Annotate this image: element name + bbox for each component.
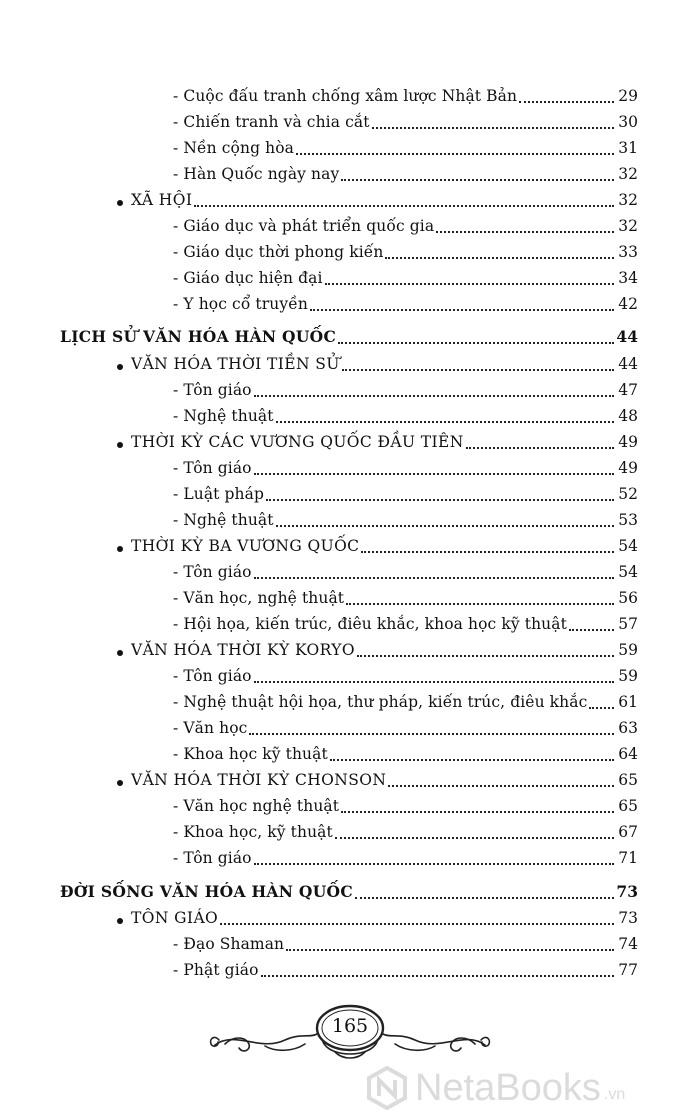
toc-entry-title: - Hàn Quốc ngày nay: [173, 165, 340, 184]
toc-entry-page: 65: [618, 797, 638, 816]
dot-leader: [361, 551, 614, 553]
toc-entry-page: 34: [618, 269, 638, 288]
toc-entry-page: 42: [618, 295, 638, 314]
toc-entry-content: [173, 264, 638, 290]
toc-entry-content: [60, 878, 638, 904]
dot-leader: [335, 837, 614, 839]
toc-entry-title: - Luật pháp: [173, 484, 265, 503]
toc-entry-title: - Cuộc đấu tranh chống xâm lược Nhật Bản: [173, 87, 518, 105]
toc-entry-content: [117, 636, 638, 662]
toc-entry-title: - Khoa học kỹ thuật: [173, 745, 328, 764]
watermark: [365, 1060, 695, 1116]
toc-entry-sub[interactable]: [0, 930, 700, 956]
toc-entry-title: - Văn học nghệ thuật: [173, 797, 340, 816]
toc-entry-title: - Văn học: [173, 719, 248, 738]
toc-entry-sec[interactable]: [0, 350, 700, 376]
toc-entry-sec[interactable]: [0, 428, 700, 454]
toc-entry-content: [173, 688, 638, 714]
toc-entry-page: 61: [618, 693, 638, 712]
toc-entry-title: XÃ HỘI: [131, 191, 193, 210]
toc-entry-title: - Tôn giáo: [173, 562, 252, 581]
toc-entry-content: [117, 904, 638, 930]
toc-entry-sub[interactable]: [0, 376, 700, 402]
toc-entry-page: 59: [618, 641, 638, 660]
toc-entry-chap[interactable]: [0, 878, 700, 904]
toc-entry-page: 30: [618, 113, 638, 132]
bullet-icon: [117, 650, 123, 656]
toc-entry-content: [173, 212, 638, 238]
dot-leader: [296, 153, 614, 155]
bullet-icon: [117, 442, 123, 448]
toc-entry-content: [173, 506, 638, 532]
toc-entry-sub[interactable]: [0, 134, 700, 160]
toc-entry-page: 63: [618, 719, 638, 738]
dot-leader: [519, 101, 614, 103]
toc-entry-sub[interactable]: [0, 108, 700, 134]
toc-entry-title: THỜI KỲ CÁC VƯƠNG QUỐC ĐẦU TIÊN: [131, 432, 464, 451]
toc-entry-title: - Văn học, nghệ thuật: [173, 588, 345, 607]
dot-leader: [325, 283, 614, 285]
toc-entry-page: 54: [618, 536, 638, 555]
toc-entry-content: [173, 480, 638, 506]
toc-entry-title: - Chiến tranh và chia cắt: [173, 113, 370, 132]
toc-entry-page: 67: [618, 823, 638, 842]
toc-entry-page: 32: [618, 217, 638, 236]
dot-leader: [330, 759, 614, 761]
toc-entry-title: - Nghệ thuật: [173, 510, 274, 529]
toc-entry-title: - Phật giáo: [173, 960, 259, 979]
toc-entry-content: [117, 428, 638, 454]
toc-entry-page: 65: [618, 771, 638, 790]
toc-entry-content: [173, 290, 638, 316]
toc-entry-page: 47: [618, 380, 638, 399]
dot-leader: [261, 975, 614, 977]
toc-entry-content: [173, 610, 638, 636]
bullet-icon: [117, 546, 123, 552]
toc-entry-sub[interactable]: [0, 714, 700, 740]
toc-entry-page: 57: [618, 615, 638, 633]
toc-entry-page: 33: [618, 243, 638, 262]
dot-leader: [357, 655, 614, 657]
toc-entry-title: - Hội họa, kiến trúc, điêu khắc, khoa học kỹ thuật: [173, 615, 567, 633]
toc-entry-sub[interactable]: [0, 212, 700, 238]
toc-entry-title: - Giáo dục hiện đại: [173, 269, 323, 288]
toc-entry-content: [173, 402, 638, 428]
toc-entry-sub[interactable]: [0, 844, 700, 870]
dot-leader: [341, 811, 614, 813]
toc-entry-page: 31: [618, 139, 638, 158]
toc-entry-sec[interactable]: [0, 186, 700, 212]
dot-leader: [276, 525, 614, 527]
dot-leader: [266, 499, 614, 501]
dot-leader: [589, 707, 614, 709]
toc-entry-content: [173, 108, 638, 134]
dot-leader: [342, 369, 614, 371]
toc-entry-content: [173, 160, 638, 186]
toc-entry-sec[interactable]: [0, 636, 700, 662]
toc-entry-content: [117, 186, 638, 212]
toc-entry-page: 73: [616, 881, 638, 901]
toc-entry-title: - Tôn giáo: [173, 849, 252, 868]
toc-entry-sub[interactable]: [0, 662, 700, 688]
dot-leader: [286, 949, 614, 951]
toc-entry-content: [173, 134, 638, 160]
toc-entry-title: TÔN GIÁO: [131, 908, 219, 927]
toc-entry-page: 64: [618, 745, 638, 764]
toc-entry-page: 52: [618, 484, 638, 503]
toc-entry-sub[interactable]: [0, 558, 700, 584]
toc-entry-sub[interactable]: [0, 160, 700, 186]
toc-entry-page: 32: [618, 191, 638, 210]
toc-entry-content: [117, 532, 638, 558]
toc-entry-title: - Nền cộng hòa: [173, 139, 294, 158]
toc-entry-page: 54: [618, 562, 638, 581]
dot-leader: [254, 473, 614, 475]
toc-entry-title: THỜI KỲ BA VƯƠNG QUỐC: [131, 536, 360, 555]
toc-entry-content: [173, 930, 638, 956]
toc-entry-page: 56: [618, 588, 638, 607]
toc-entry-page: 49: [618, 432, 638, 451]
toc-entry-content: [173, 818, 638, 844]
toc-entry-title: - Khoa học, kỹ thuật: [173, 823, 333, 842]
dot-leader: [355, 897, 614, 899]
toc-entry-sub[interactable]: [0, 480, 700, 506]
toc-entry-content: [173, 714, 638, 740]
toc-entry-sub[interactable]: [0, 82, 700, 108]
toc-entry-title: ĐỜI SỐNG VĂN HÓA HÀN QUỐC: [60, 881, 353, 901]
toc-entry-page: 59: [618, 667, 638, 686]
dot-leader: [310, 309, 614, 311]
dot-leader: [372, 127, 614, 129]
toc-entry-page: 73: [618, 908, 638, 927]
toc-entry-sub[interactable]: [0, 238, 700, 264]
dot-leader: [341, 179, 614, 181]
toc-entry-title: - Tôn giáo: [173, 458, 252, 477]
toc-entry-content: [173, 376, 638, 402]
dot-leader: [254, 863, 614, 865]
toc-entry-chap[interactable]: [0, 323, 700, 349]
dot-leader: [194, 205, 614, 207]
toc-entry-sub[interactable]: [0, 792, 700, 818]
toc-entry-content: [173, 662, 638, 688]
dot-leader: [254, 681, 614, 683]
toc-entry-sec[interactable]: [0, 904, 700, 930]
toc-entry-sub[interactable]: [0, 818, 700, 844]
toc-entry-title: - Đạo Shaman: [173, 934, 285, 953]
toc-entry-sec[interactable]: [0, 766, 700, 792]
dot-leader: [249, 733, 614, 735]
toc-entry-page: 48: [618, 406, 638, 425]
dot-leader: [254, 577, 614, 579]
dot-leader: [385, 257, 614, 259]
dot-leader: [466, 447, 614, 449]
toc-entry-title: VĂN HÓA THỜI KỲ KORYO: [131, 641, 355, 660]
toc-entry-page: 53: [618, 510, 638, 529]
toc-entry-title: - Y học cổ truyền: [173, 295, 308, 314]
dot-leader: [276, 421, 614, 423]
dot-leader: [569, 629, 614, 631]
toc-entry-content: [173, 740, 638, 766]
watermark-domain: .vn: [603, 1086, 626, 1103]
toc-entry-content: [173, 454, 638, 480]
toc-entry-title: - Nghệ thuật: [173, 406, 274, 425]
toc-entry-content: [173, 82, 638, 108]
toc-entry-page: 71: [618, 849, 638, 868]
toc-entry-title: - Nghệ thuật hội họa, thư pháp, kiến trúc, điêu khắc: [173, 693, 588, 712]
toc-entry-title: - Tôn giáo: [173, 380, 252, 399]
toc-entry-sub[interactable]: [0, 290, 700, 316]
toc-entry-title: VĂN HÓA THỜI KỲ CHONSON: [131, 771, 387, 790]
toc-entry-sub[interactable]: [0, 584, 700, 610]
toc-entry-sub[interactable]: [0, 264, 700, 290]
watermark-brand: NetaBooks: [415, 1066, 601, 1109]
dot-leader: [388, 785, 614, 787]
toc-entry-page: 77: [618, 960, 638, 979]
dot-leader: [338, 342, 614, 344]
bullet-icon: [117, 364, 123, 370]
toc-entry-title: - Giáo dục và phát triển quốc gia: [173, 217, 435, 236]
toc-entry-title: - Tôn giáo: [173, 667, 252, 686]
toc-entry-content: [173, 956, 638, 982]
bullet-icon: [117, 918, 123, 924]
toc-entry-sec[interactable]: [0, 532, 700, 558]
toc-entry-content: [173, 844, 638, 870]
toc-entry-sub[interactable]: [0, 740, 700, 766]
toc-entry-content: [173, 584, 638, 610]
toc-entry-content: [60, 323, 638, 349]
toc-entry-content: [117, 350, 638, 376]
netabooks-logo-icon: [365, 1066, 409, 1110]
toc-entry-content: [117, 766, 638, 792]
toc-entry-sub[interactable]: [0, 454, 700, 480]
page-number: 165: [331, 1015, 369, 1037]
toc-entry-page: 44: [618, 354, 638, 373]
toc-entry-title: VĂN HÓA THỜI TIỀN SỬ: [131, 354, 340, 373]
toc-entry-sub[interactable]: [0, 402, 700, 428]
toc-entry-page: 29: [618, 87, 638, 105]
toc-entry-title: LỊCH SỬ VĂN HÓA HÀN QUỐC: [60, 327, 337, 347]
toc-entry-content: [173, 792, 638, 818]
toc-entry-content: [173, 558, 638, 584]
dot-leader: [220, 923, 614, 925]
toc-entry-sub[interactable]: [0, 506, 700, 532]
toc-entry-sub[interactable]: [0, 610, 700, 636]
toc-entry-page: 32: [618, 165, 638, 184]
toc-entry-sub[interactable]: [0, 956, 700, 982]
toc-entry-page: 44: [616, 327, 638, 347]
toc-entry-page: 49: [618, 458, 638, 477]
toc-entry-content: [173, 238, 638, 264]
toc-entry-title: - Giáo dục thời phong kiến: [173, 243, 384, 262]
dot-leader: [346, 603, 614, 605]
toc-entry-sub[interactable]: [0, 688, 700, 714]
dot-leader: [254, 395, 614, 397]
dot-leader: [436, 231, 614, 233]
toc-entry-page: 74: [618, 934, 638, 953]
